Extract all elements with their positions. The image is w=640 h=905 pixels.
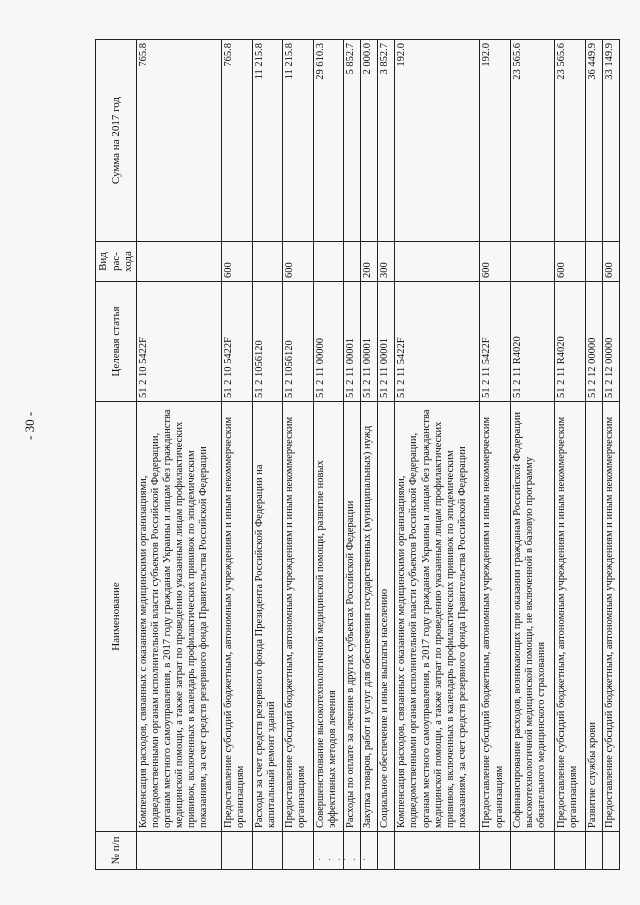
row-expense-type-cell: 200 [361, 242, 378, 282]
row-target-item-cell: 51 2 10 5422F [221, 282, 252, 402]
row-expense-type-cell [313, 242, 344, 282]
row-number-cell [585, 832, 602, 870]
row-number-cell [511, 832, 555, 870]
row-number-cell [395, 832, 480, 870]
row-name-cell: Предоставление субсидий бюджетным, автономным учреждениям и иным некоммерческим [602, 402, 619, 832]
row-number-cell [480, 832, 511, 870]
row-amount-cell: 23 565.6 [511, 40, 555, 242]
header-number: № п/п [96, 832, 137, 870]
row-expense-type-cell [252, 242, 283, 282]
row-target-item-cell: 51 2 11 5422F [480, 282, 511, 402]
table-row [283, 40, 314, 870]
table-row [602, 40, 619, 870]
row-name-cell: Софинансирование расходов, возникающих при оказании гражданам Российской Федерации высокотехнологичной медицинской помощи, не включенной в базовую программу обязательного медицинского страхования [511, 402, 555, 832]
row-target-item-cell: 51 2 12 00000 [585, 282, 602, 402]
table-row [585, 40, 602, 870]
row-name-cell: Компенсация расходов, связанных с оказанием медицинскими организациями, подведомственными органам исполнительной власти субъектов Российской Федерации, органам местного самоуправления, в 2017 году гражданам Украины и лицам без гражданства медицинской помощи, а также затрат по проведению указанным лицам профилактических прививок, включенных в календарь профилактических прививок по эпидемическим показаниям, за счет средств резервного фонда Правительства Российской Федерации [395, 402, 480, 832]
row-target-item-cell: 51 2 10 5422F [136, 282, 221, 402]
row-amount-cell: 3 852.7 [378, 40, 395, 242]
table-row [361, 40, 378, 870]
row-name-cell: Предоставление субсидий бюджетным, автономным учреждениям и иным некоммерческим организациям [221, 402, 252, 832]
header-amount: Сумма на 2017 год [96, 40, 137, 242]
row-amount-cell: 2 000.0 [361, 40, 378, 242]
row-target-item-cell: 51 2 11 00001 [378, 282, 395, 402]
row-amount-cell: 765.8 [221, 40, 252, 242]
table-row [344, 40, 361, 870]
row-expense-type-cell: 600 [602, 242, 619, 282]
row-expense-type-cell [585, 242, 602, 282]
row-amount-cell: 11 215.8 [283, 40, 314, 242]
row-name-cell: Расходы за счет средств резервного фонда Президента Российской Федерации на капитальный ремонт зданий [252, 402, 283, 832]
row-name-cell: Совершенствование высокотехнологичной медицинской помощи, развитие новых эффективных методов лечения [313, 402, 344, 832]
row-amount-cell: 36 449.9 [585, 40, 602, 242]
table-row [136, 40, 221, 870]
row-number-cell [378, 832, 395, 870]
row-number-cell [136, 832, 221, 870]
row-number-cell [221, 832, 252, 870]
table-row [221, 40, 252, 870]
table-row [313, 40, 344, 870]
row-name-cell: Расходы по оплате за лечение в других субъектах Российской Федерации [344, 402, 361, 832]
header-name: Наименование [96, 402, 137, 832]
table-body [136, 40, 619, 870]
row-expense-type-cell: 300 [378, 242, 395, 282]
row-expense-type-cell [511, 242, 555, 282]
row-target-item-cell: 51 2 11 R4020 [511, 282, 555, 402]
table-row [395, 40, 480, 870]
row-name-cell: Предоставление субсидий бюджетным, автономным учреждениям и иным некоммерческим организациям [480, 402, 511, 832]
row-amount-cell: 23 565.6 [555, 40, 586, 242]
header-target-item: Целевая статья [96, 282, 137, 402]
row-target-item-cell: 51 2 1056120 [252, 282, 283, 402]
rotated-page [95, 40, 620, 870]
row-expense-type-cell: 600 [555, 242, 586, 282]
scan-artifact: · · ·· · · [318, 855, 368, 866]
row-target-item-cell: 51 2 11 00001 [361, 282, 378, 402]
row-number-cell [602, 832, 619, 870]
row-amount-cell: 765.8 [136, 40, 221, 242]
row-target-item-cell: 51 2 11 5422F [395, 282, 480, 402]
row-amount-cell: 29 610.3 [313, 40, 344, 242]
row-amount-cell: 5 852.7 [344, 40, 361, 242]
table-header-row [96, 40, 137, 870]
row-expense-type-cell [344, 242, 361, 282]
row-amount-cell: 192.0 [480, 40, 511, 242]
row-expense-type-cell [395, 242, 480, 282]
row-target-item-cell: 51 2 11 00001 [344, 282, 361, 402]
row-expense-type-cell: 600 [480, 242, 511, 282]
row-number-cell [555, 832, 586, 870]
row-expense-type-cell: 600 [283, 242, 314, 282]
row-number-cell [252, 832, 283, 870]
row-expense-type-cell [136, 242, 221, 282]
row-name-cell: Развитие службы крови [585, 402, 602, 832]
row-name-cell: Компенсация расходов, связанных с оказанием медицинскими организациями, подведомственными органам исполнительной власти субъектов Российской Федерации, органам местного самоуправления, в 2017 году гражданам Украины и лицам без гражданства медицинской помощи, а также затрат по проведению указанным лицам профилактических прививок, включенных в календарь профилактических прививок по эпидемическим показаниям, за счет средств резервного фонда Правительства Российской Федерации [136, 402, 221, 832]
table-row [378, 40, 395, 870]
row-target-item-cell: 51 2 11 R4020 [555, 282, 586, 402]
row-name-cell: Социальное обеспечение и иные выплаты населению [378, 402, 395, 832]
row-amount-cell: 192.0 [395, 40, 480, 242]
table-row [480, 40, 511, 870]
row-expense-type-cell: 600 [221, 242, 252, 282]
budget-table [95, 39, 620, 870]
page-number: - 30 - [22, 411, 37, 440]
row-number-cell [283, 832, 314, 870]
row-target-item-cell: 51 2 11 00000 [313, 282, 344, 402]
row-name-cell: Закупка товаров, работ и услуг для обеспечения государственных (муниципальных) нужд [361, 402, 378, 832]
row-amount-cell: 11 215.8 [252, 40, 283, 242]
table-row [555, 40, 586, 870]
row-amount-cell: 33 149.9 [602, 40, 619, 242]
row-name-cell: Предоставление субсидий бюджетным, автономным учреждениям и иным некоммерческим организациям [283, 402, 314, 832]
row-name-cell: Предоставление субсидий бюджетным, автономным учреждениям и иным некоммерческим организациям [555, 402, 586, 832]
row-target-item-cell: 51 2 1056120 [283, 282, 314, 402]
row-target-item-cell: 51 2 12 00000 [602, 282, 619, 402]
table-row [511, 40, 555, 870]
header-expense-type: Вид рас-хода [96, 242, 137, 282]
table-row [252, 40, 283, 870]
